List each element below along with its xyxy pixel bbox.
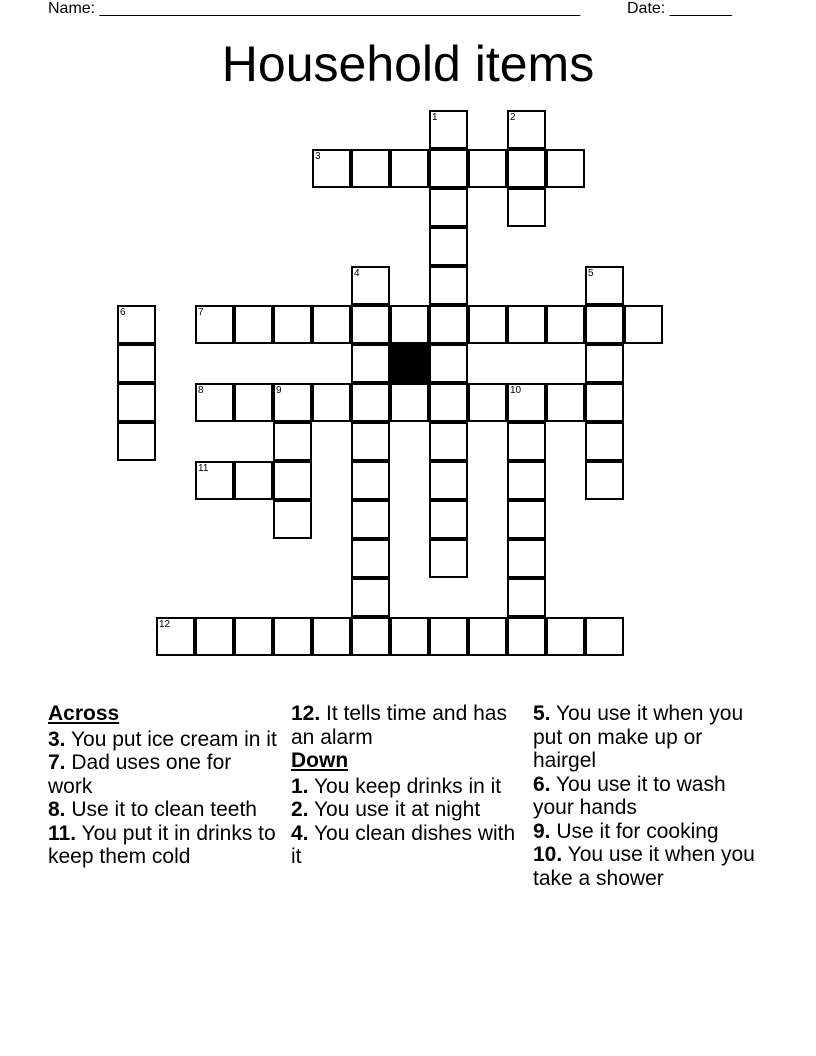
clue-number: 12 <box>159 619 171 630</box>
clue-number: 8 <box>198 385 204 396</box>
grid-cell[interactable] <box>429 266 468 305</box>
black-cell <box>390 344 429 383</box>
clue-item-number: 3. <box>48 727 66 751</box>
clue-item-number: 8. <box>48 798 66 821</box>
clue-item-text: You use it when you take a shower <box>533 843 755 890</box>
grid-cell[interactable] <box>429 422 468 461</box>
grid-cell[interactable] <box>117 344 156 383</box>
grid-cell[interactable] <box>351 266 390 305</box>
clue-item <box>48 728 278 752</box>
clue-item <box>291 798 521 822</box>
grid-cell[interactable] <box>195 617 234 656</box>
grid-cell[interactable] <box>351 617 390 656</box>
clue-item <box>533 702 763 773</box>
clue-number: 7 <box>198 307 204 318</box>
clue-number: 3 <box>315 151 321 162</box>
clue-item-text: You use it when you put on make up or hairgel <box>533 702 744 772</box>
name-field-label: Name: ______________________________________________________ <box>48 0 581 17</box>
grid-cell[interactable] <box>234 461 273 500</box>
clue-number: 4 <box>354 268 360 279</box>
clue-item <box>291 822 521 869</box>
grid-cell[interactable] <box>507 110 546 149</box>
down-clue-list-continued <box>533 702 763 890</box>
grid-cell[interactable] <box>234 383 273 422</box>
date-field-label: Date: _______ <box>627 0 732 17</box>
grid-cell[interactable] <box>429 305 468 344</box>
grid-cell[interactable] <box>195 461 234 500</box>
clue-item-text: Use it for cooking <box>550 819 719 843</box>
grid-cell[interactable] <box>351 149 390 188</box>
clue-item <box>48 798 278 822</box>
across-clue-list <box>48 728 278 869</box>
clue-item-text: You put it in drinks to keep them cold <box>48 821 276 868</box>
grid-cell[interactable] <box>273 500 312 539</box>
clue-item-text: Use it to clean teeth <box>65 798 257 821</box>
grid-cell[interactable] <box>234 617 273 656</box>
grid-cell[interactable] <box>507 188 546 227</box>
across-heading: Across <box>48 702 120 725</box>
grid-cell[interactable] <box>546 305 585 344</box>
clue-item <box>48 822 278 869</box>
grid-cell[interactable] <box>390 305 429 344</box>
grid-cell[interactable] <box>429 110 468 149</box>
grid-cell[interactable] <box>351 578 390 617</box>
clue-item-text: You use it at night <box>308 798 481 821</box>
clue-number: 11 <box>198 463 209 474</box>
grid-cell[interactable] <box>585 461 624 500</box>
grid-cell[interactable] <box>234 305 273 344</box>
grid-cell[interactable] <box>429 188 468 227</box>
grid-cell[interactable] <box>585 617 624 656</box>
clue-item-number: 12. <box>291 702 321 725</box>
grid-cell[interactable] <box>429 500 468 539</box>
grid-cell[interactable] <box>312 617 351 656</box>
grid-cell[interactable] <box>585 305 624 344</box>
clue-item <box>48 751 278 798</box>
clue-number: 2 <box>510 112 516 123</box>
clue-item-number: 7. <box>48 751 66 774</box>
grid-cell[interactable] <box>273 422 312 461</box>
clue-number: 9 <box>276 385 282 396</box>
grid-cell[interactable] <box>429 227 468 266</box>
grid-cell[interactable] <box>429 617 468 656</box>
grid-cell[interactable] <box>351 344 390 383</box>
clue-item-number: 11. <box>48 821 77 845</box>
clue-column-2 <box>291 702 521 869</box>
clue-item-text: You use it to wash your hands <box>533 772 726 819</box>
clue-item <box>533 843 763 890</box>
grid-cell[interactable] <box>468 149 507 188</box>
clue-item-text: You keep drinks in it <box>308 774 502 798</box>
grid-cell[interactable] <box>585 266 624 305</box>
clue-item-text: It tells time and has an alarm <box>291 702 507 749</box>
clue-item <box>533 773 763 820</box>
page-title: Household items <box>221 36 595 92</box>
grid-cell[interactable] <box>507 305 546 344</box>
grid-cell[interactable] <box>585 383 624 422</box>
clue-column-1 <box>48 702 278 869</box>
clue-item-text: You clean dishes with it <box>291 821 516 868</box>
grid-cell[interactable] <box>117 422 156 461</box>
grid-cell[interactable] <box>468 617 507 656</box>
grid-cell[interactable] <box>312 383 351 422</box>
grid-cell[interactable] <box>507 578 546 617</box>
grid-cell[interactable] <box>429 539 468 578</box>
grid-cell[interactable] <box>546 383 585 422</box>
grid-cell[interactable] <box>351 422 390 461</box>
clue-item-number: 1. <box>291 774 309 798</box>
clue-number: 10 <box>510 385 522 396</box>
grid-cell[interactable] <box>507 383 546 422</box>
clue-column-3 <box>533 702 763 890</box>
clue-item-text: You put ice cream in it <box>65 727 277 751</box>
clue-item <box>533 820 763 844</box>
grid-cell[interactable] <box>429 149 468 188</box>
grid-cell[interactable] <box>351 539 390 578</box>
clue-number: 1 <box>432 112 438 123</box>
clue-item <box>291 775 521 799</box>
grid-cell[interactable] <box>351 500 390 539</box>
grid-cell[interactable] <box>624 305 663 344</box>
grid-cell[interactable] <box>273 383 312 422</box>
clue-item-text: Dad uses one for work <box>48 751 232 798</box>
clue-item-number: 5. <box>533 702 551 725</box>
grid-cell[interactable] <box>507 617 546 656</box>
grid-cell[interactable] <box>429 383 468 422</box>
grid-cell[interactable] <box>468 305 507 344</box>
grid-cell[interactable] <box>585 344 624 383</box>
grid-cell[interactable] <box>507 500 546 539</box>
grid-cell[interactable] <box>273 617 312 656</box>
grid-cell[interactable] <box>507 149 546 188</box>
grid-cell[interactable] <box>351 305 390 344</box>
grid-cell[interactable] <box>507 461 546 500</box>
grid-cell[interactable] <box>273 305 312 344</box>
across-clue-list-continued <box>291 702 521 749</box>
grid-cell[interactable] <box>507 539 546 578</box>
grid-cell[interactable] <box>195 305 234 344</box>
clue-item-number: 4. <box>291 821 309 845</box>
grid-cell[interactable] <box>390 617 429 656</box>
grid-cell[interactable] <box>312 149 351 188</box>
grid-cell[interactable] <box>351 383 390 422</box>
down-heading: Down <box>291 749 349 772</box>
grid-cell[interactable] <box>507 422 546 461</box>
grid-cell[interactable] <box>429 461 468 500</box>
grid-cell[interactable] <box>117 383 156 422</box>
grid-cell[interactable] <box>312 305 351 344</box>
clue-item <box>291 702 521 749</box>
clue-item-number: 6. <box>533 772 551 796</box>
down-clue-list <box>291 775 521 869</box>
grid-cell[interactable] <box>468 383 507 422</box>
grid-cell[interactable] <box>273 461 312 500</box>
grid-cell[interactable] <box>585 422 624 461</box>
grid-cell[interactable] <box>390 149 429 188</box>
grid-cell[interactable] <box>429 344 468 383</box>
grid-cell[interactable] <box>156 617 195 656</box>
clue-number: 5 <box>588 268 594 279</box>
clue-item-number: 10. <box>533 843 563 866</box>
clue-item-number: 2. <box>291 798 309 821</box>
grid-cell[interactable] <box>390 383 429 422</box>
grid-cell[interactable] <box>195 383 234 422</box>
grid-cell[interactable] <box>546 149 585 188</box>
grid-cell[interactable] <box>546 617 585 656</box>
grid-cell[interactable] <box>117 305 156 344</box>
clue-number: 6 <box>120 307 126 318</box>
clue-item-number: 9. <box>533 819 551 843</box>
grid-cell[interactable] <box>351 461 390 500</box>
